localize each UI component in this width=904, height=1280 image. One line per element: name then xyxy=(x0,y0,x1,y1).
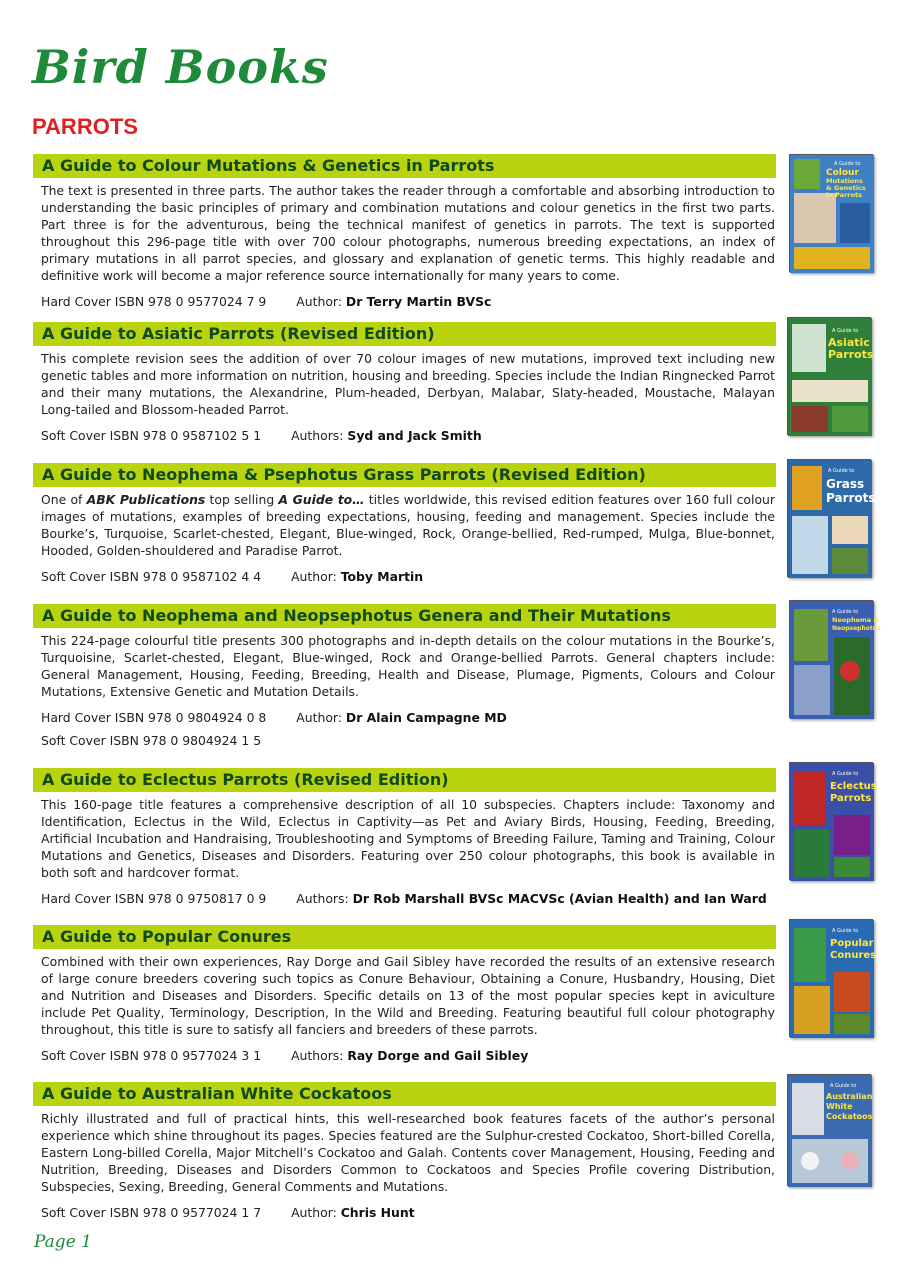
book-edition: Soft Cover ISBN 978 0 9577024 3 1 xyxy=(41,1048,262,1063)
cover-text: Popular xyxy=(830,938,874,949)
cover-text: Neophema & xyxy=(832,616,880,624)
book-meta xyxy=(41,427,873,444)
cover-text: Australian xyxy=(826,1092,873,1101)
cover-text: & Genetics xyxy=(826,184,866,192)
cover-text: Conures xyxy=(830,950,877,961)
book-author: Dr Rob Marshall BVSc MACVSc (Avian Health) and Ian Ward xyxy=(352,891,767,906)
book-description: Combined with their own experiences, Ray Dorge and Gail Sibley have recorded the results of an extensive research of large conure breeders covering such topics as Conure Behaviour, Obtaining a Conure, Husbandry, Housing, Diet and Nutrition and Diseases and Disorders. Specific details on 13 of the most popular species kept in aviculture include Pet Quality, Terminology, Description, In the Wild and Breeding. Featuring beautiful full colour photography throughout, this title is sure to satisfy all fanciers and breeders of these parrots. xyxy=(41,954,775,1037)
cover-text: A Guide to xyxy=(830,1083,857,1089)
cover-text: A Guide to xyxy=(832,928,859,934)
cover-text: A Guide to xyxy=(832,771,859,777)
author-label: Author: xyxy=(296,294,342,309)
book-edition: Hard Cover ISBN 978 0 9577024 7 9 xyxy=(41,294,267,309)
book-edition: Hard Cover ISBN 978 0 9750817 0 9 xyxy=(41,891,267,906)
author-label: Authors: xyxy=(296,891,349,906)
cover-text: Eclectus xyxy=(830,781,877,792)
book-cover xyxy=(789,762,877,880)
author-label: Author: xyxy=(291,569,337,584)
book-meta xyxy=(41,709,873,726)
author-label: Authors: xyxy=(291,428,344,443)
book-title: A Guide to Eclectus Parrots (Revised Edition) xyxy=(33,768,776,792)
book-title: A Guide to Neophema and Neopsephotus Genera and Their Mutations xyxy=(33,604,776,628)
book-item xyxy=(33,604,881,768)
book-cover xyxy=(787,459,876,577)
cover-text: A Guide to xyxy=(834,161,861,167)
cover-text: A Guide to xyxy=(828,468,855,474)
book-title: A Guide to Colour Mutations & Genetics in Parrots xyxy=(33,154,776,178)
book-description: One of ABK Publications top selling A Guide to… titles worldwide, this revised edition features over 160 full colour images of mutations, examples of breeding expectations, housing, feeding and management. Species include the Bourke’s, Turquoise, Scarlet-chested, Elegant, Blue-winged, Rock, Orange-bellied, Red-rumped, Mulga, Blue-bonnet, Hooded, Golden-shouldered and Paradise Parrot. xyxy=(41,492,775,558)
page-number: Page 1 xyxy=(34,1232,92,1252)
book-item xyxy=(33,1082,873,1222)
book-edition: Soft Cover ISBN 978 0 9577024 1 7 xyxy=(41,1205,262,1220)
cover-text: Neopsephotus xyxy=(832,625,881,632)
book-item xyxy=(33,768,877,925)
book-author: Dr Terry Martin BVSc xyxy=(345,294,492,309)
book-meta xyxy=(41,1047,873,1064)
book-title: A Guide to Australian White Cockatoos xyxy=(33,1082,776,1106)
book-cover xyxy=(789,154,873,272)
book-author: Ray Dorge and Gail Sibley xyxy=(347,1048,529,1063)
book-edition: Hard Cover ISBN 978 0 9804924 0 8 xyxy=(41,710,267,725)
book-cover xyxy=(789,919,877,1037)
book-edition: Soft Cover ISBN 978 0 9587102 5 1 xyxy=(41,428,262,443)
book-description: This complete revision sees the addition of over 70 colour images of new mutations, improved text including new genetic tables and more information on nutrition, housing and breeding. Species include the Indian Ringnecked Parrot and their many mutations, the Alexandrine, Plum-headed, Derbyan, Malabar, Slaty-headed, Moustache, Malayan Long-tailed and Blossom-headed Parrot. xyxy=(41,351,775,417)
page-title: Bird Books xyxy=(32,40,329,94)
book-meta xyxy=(41,1204,873,1221)
book-description: Richly illustrated and full of practical hints, this well-researched book features facets of the author’s personal experience which shine throughout its pages. Species featured are the Sulphur-crested Cockatoo, Short-billed Corella, Eastern Long-billed Corella, Major Mitchell’s Cockatoo and Galah. Contents cover Management, Housing, Feeding and Nutrition, Breeding, Diseases and Disorders Common to Cockatoos and Species Profile covering Distribution, Subspecies, Sexing, Breeding, General Comments and Mutations. xyxy=(41,1111,775,1194)
book-title: A Guide to Popular Conures xyxy=(33,925,776,949)
book-description: This 224-page colourful title presents 300 photographs and in-depth details on the colour mutations in the Bourke’s, Turquoisine, Scarlet-chested, Elegant, Blue-winged, Rock and Orange-bellied Parrots. General chapters include: General Management, Housing, Feeding, Breeding, Health and Disease, Plumage, Pigments, Colours and Colour Mutations, Extensive Genetic and Mutation Details. xyxy=(41,633,775,699)
cover-text: Parrots xyxy=(828,348,874,361)
cover-text: Cockatoos xyxy=(826,1112,873,1121)
cover-text: Parrots xyxy=(830,793,872,804)
book-cover xyxy=(789,600,881,718)
book-title: A Guide to Neophema & Psephotus Grass Parrots (Revised Edition) xyxy=(33,463,776,487)
book-author: Syd and Jack Smith xyxy=(347,428,482,443)
book-author: Dr Alain Campagne MD xyxy=(345,710,507,725)
cover-text: Parrots xyxy=(826,491,876,505)
author-label: Author: xyxy=(291,1205,337,1220)
section-title: PARROTS xyxy=(32,114,138,139)
cover-text: in Parrots xyxy=(826,191,862,199)
cover-text: Asiatic xyxy=(828,336,870,349)
cover-text: Grass xyxy=(826,477,865,491)
book-meta xyxy=(41,568,873,585)
book-author: Toby Martin xyxy=(340,569,424,584)
cover-text: Colour xyxy=(826,168,859,178)
book-meta xyxy=(41,890,873,907)
book-cover xyxy=(787,317,874,435)
book-item xyxy=(33,322,873,463)
book-description: This 160-page title features a comprehensive description of all 10 subspecies. Chapters include: Taxonomy and Identification, Eclectus in the Wild, Eclectus in Captivity—as Pet and Aviary Birds, Housing, Feeding, Breeding, Artificial Incubation and Handraising, Troubleshooting and Symptoms of Breeding Failure, Taming and Training, Colour Mutations and Genetics, Diseases and Disorders. Featuring over 250 colour photographs, this book is available in both soft and hardcover format. xyxy=(41,797,775,880)
author-label: Authors: xyxy=(291,1048,344,1063)
book-edition-2: Soft Cover ISBN 978 0 9804924 1 5 xyxy=(41,733,262,748)
book-item xyxy=(33,463,876,604)
book-description: The text is presented in three parts. The author takes the reader through a comfortable and absorbing introduction to understanding the basic principles of primary and combination mutations and colour genetics in the first two parts. Part three is for the adventurous, being the technical manifest of genetics in parrots. The text is supported throughout this 296-page title with over 700 colour photographs, numerous breeding expectations, an index of primary mutations in all parrot species, and glossary and explanation of genetic terms. This highly readable and definitive work will become a major reference source internationally for many years to come. xyxy=(41,183,775,283)
book-item xyxy=(33,154,873,322)
cover-text: A Guide to xyxy=(832,328,859,334)
cover-text: Mutations xyxy=(826,177,863,185)
cover-text: White xyxy=(826,1102,853,1111)
book-cover xyxy=(787,1074,871,1186)
book-meta-secondary xyxy=(41,732,873,749)
book-meta xyxy=(41,293,873,310)
book-edition: Soft Cover ISBN 978 0 9587102 4 4 xyxy=(41,569,262,584)
book-title: A Guide to Asiatic Parrots (Revised Edition) xyxy=(33,322,776,346)
author-label: Author: xyxy=(296,710,342,725)
book-list xyxy=(33,154,881,1222)
book-author: Chris Hunt xyxy=(340,1205,415,1220)
book-item xyxy=(33,925,877,1082)
cover-text: A Guide to xyxy=(832,609,859,615)
